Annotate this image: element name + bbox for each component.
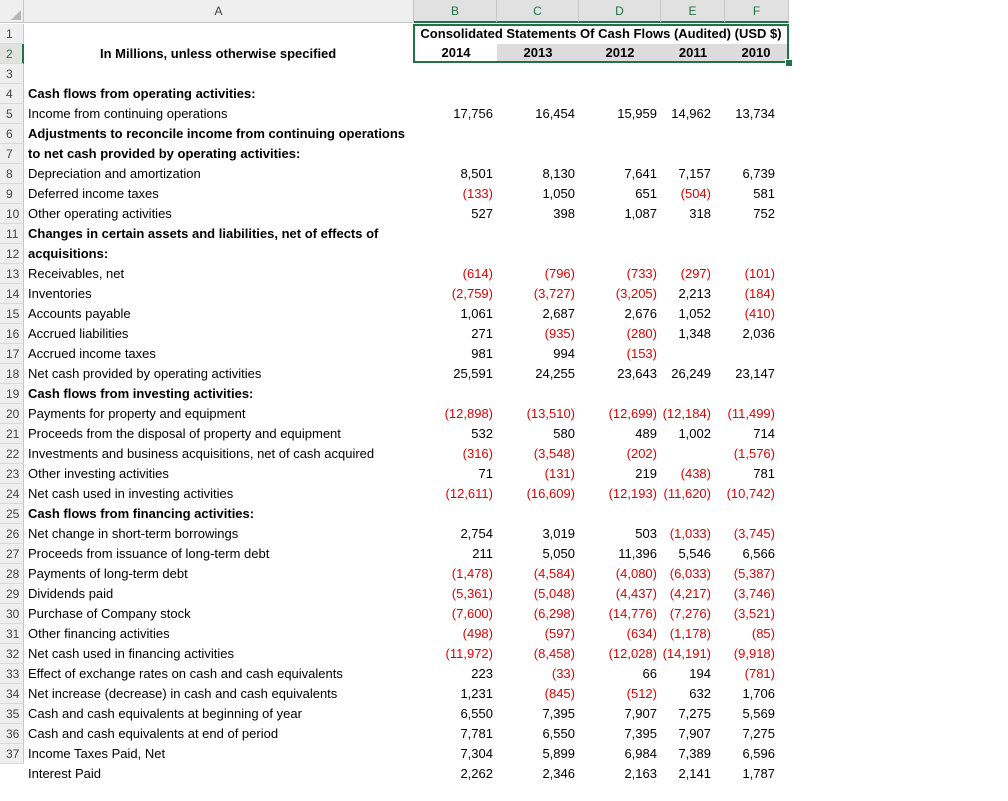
value-cell[interactable]: 23,147 [735, 366, 775, 381]
row-label[interactable]: Dividends paid [28, 586, 114, 601]
row-label[interactable]: acquisitions: [28, 246, 109, 261]
value-cell[interactable]: 1,002 [678, 426, 711, 441]
value-cell[interactable]: 6,984 [624, 746, 657, 761]
fill-handle[interactable] [785, 59, 793, 67]
value-cell[interactable]: 25,591 [453, 366, 493, 381]
value-cell[interactable]: (14,776) [608, 606, 657, 621]
value-cell[interactable]: 2,754 [460, 526, 493, 541]
value-cell[interactable]: 8,501 [460, 166, 493, 181]
value-cell[interactable]: (12,193) [608, 486, 657, 501]
value-cell[interactable]: 7,389 [678, 746, 711, 761]
value-cell[interactable]: 66 [642, 666, 657, 681]
row-label[interactable]: Adjustments to reconcile income from continuing operations [28, 126, 406, 141]
value-cell[interactable]: 6,566 [742, 546, 775, 561]
value-cell[interactable]: 71 [478, 466, 493, 481]
row-label[interactable]: Proceeds from the disposal of property and equipment [28, 426, 341, 441]
value-cell[interactable]: (614) [462, 266, 493, 281]
row-label[interactable]: Effect of exchange rates on cash and cash equivalents [28, 666, 343, 681]
value-cell[interactable]: (5,048) [533, 586, 575, 601]
value-cell[interactable]: (12,898) [444, 406, 493, 421]
value-cell[interactable]: 1,052 [678, 306, 711, 321]
value-cell[interactable]: 532 [471, 426, 493, 441]
value-cell[interactable]: (316) [462, 446, 493, 461]
value-cell[interactable]: 7,304 [460, 746, 493, 761]
value-cell[interactable]: (3,727) [533, 286, 575, 301]
row-label[interactable]: Changes in certain assets and liabilities, net of effects of [28, 226, 379, 241]
year-header[interactable]: 2013 [523, 45, 553, 60]
year-header[interactable]: 2010 [741, 45, 771, 60]
units-label[interactable]: In Millions, unless otherwise specified [100, 46, 337, 61]
value-cell[interactable]: 994 [553, 346, 575, 361]
value-cell[interactable]: 714 [753, 426, 775, 441]
row-header-31[interactable]: 31 [0, 624, 24, 644]
year-header[interactable]: 2011 [678, 45, 708, 60]
value-cell[interactable]: (2,759) [451, 286, 493, 301]
select-all-icon [11, 10, 21, 20]
value-cell[interactable]: 17,756 [453, 106, 493, 121]
row-label[interactable]: Payments of long-term debt [28, 566, 188, 581]
value-cell[interactable]: 1,087 [624, 206, 657, 221]
value-cell[interactable]: (410) [744, 306, 775, 321]
row-label[interactable]: to net cash provided by operating activities: [28, 146, 301, 161]
value-cell[interactable]: (4,080) [615, 566, 657, 581]
row-header-23[interactable]: 23 [0, 464, 24, 484]
value-cell[interactable]: 7,395 [542, 706, 575, 721]
column-header-d[interactable]: D [579, 0, 661, 23]
value-cell[interactable]: 580 [553, 426, 575, 441]
row-label[interactable]: Accounts payable [28, 306, 131, 321]
row-header-6[interactable]: 6 [0, 124, 24, 144]
row-header-34[interactable]: 34 [0, 684, 24, 704]
value-cell[interactable]: 194 [689, 666, 711, 681]
column-header-b[interactable]: B [414, 0, 497, 23]
value-cell[interactable]: (6,033) [669, 566, 711, 581]
row-label[interactable]: Proceeds from issuance of long-term debt [28, 546, 270, 561]
row-label[interactable]: Net increase (decrease) in cash and cash equivalents [28, 686, 338, 701]
value-cell[interactable]: (3,745) [733, 526, 775, 541]
value-cell[interactable]: 1,061 [460, 306, 493, 321]
value-cell[interactable]: 2,163 [624, 766, 657, 781]
value-cell[interactable]: 2,213 [678, 286, 711, 301]
value-cell[interactable]: (3,521) [733, 606, 775, 621]
value-cell[interactable]: (7,276) [669, 606, 711, 621]
row-header-26[interactable]: 26 [0, 524, 24, 544]
row-label[interactable]: Net change in short-term borrowings [28, 526, 239, 541]
value-cell[interactable]: 7,275 [678, 706, 711, 721]
row-label[interactable]: Income Taxes Paid, Net [28, 746, 166, 761]
row-header-10[interactable]: 10 [0, 204, 24, 224]
value-cell[interactable]: 632 [689, 686, 711, 701]
value-cell[interactable]: 16,454 [535, 106, 575, 121]
value-cell[interactable]: 7,395 [624, 726, 657, 741]
value-cell[interactable]: 271 [471, 326, 493, 341]
row-header-16[interactable]: 16 [0, 324, 24, 344]
value-cell[interactable]: (11,620) [663, 486, 711, 501]
row-label[interactable]: Income from continuing operations [28, 106, 228, 121]
value-cell[interactable]: (153) [626, 346, 657, 361]
value-cell[interactable]: (14,191) [662, 646, 711, 661]
value-cell[interactable]: (935) [544, 326, 575, 341]
value-cell[interactable]: 2,262 [460, 766, 493, 781]
row-label[interactable]: Net cash provided by operating activities [28, 366, 262, 381]
row-header-20[interactable]: 20 [0, 404, 24, 424]
selected-range[interactable] [413, 24, 789, 63]
value-cell[interactable]: (796) [544, 266, 575, 281]
row-header-25[interactable]: 25 [0, 504, 24, 524]
row-label[interactable]: Interest Paid [28, 766, 101, 781]
row-header-12[interactable]: 12 [0, 244, 24, 264]
value-cell[interactable]: 752 [753, 206, 775, 221]
row-label[interactable]: Other operating activities [28, 206, 172, 221]
column-header-a[interactable]: A [24, 0, 414, 23]
row-label[interactable]: Cash and cash equivalents at end of period [28, 726, 279, 741]
value-cell[interactable]: (12,699) [608, 406, 657, 421]
value-cell[interactable]: 2,687 [542, 306, 575, 321]
row-label[interactable]: Payments for property and equipment [28, 406, 246, 421]
value-cell[interactable]: (297) [680, 266, 711, 281]
row-label[interactable]: Cash flows from financing activities: [28, 506, 255, 521]
value-cell[interactable]: 13,734 [735, 106, 775, 121]
value-cell[interactable]: 1,706 [742, 686, 775, 701]
value-cell[interactable]: 219 [635, 466, 657, 481]
row-header-14[interactable]: 14 [0, 284, 24, 304]
value-cell[interactable]: (3,205) [615, 286, 657, 301]
value-cell[interactable]: 1,348 [678, 326, 711, 341]
row-header-37[interactable]: 37 [0, 744, 24, 764]
value-cell[interactable]: (280) [626, 326, 657, 341]
statement-title[interactable]: Consolidated Statements Of Cash Flows (Audited) (USD $) [420, 26, 782, 41]
row-label[interactable]: Net cash used in financing activities [28, 646, 234, 661]
value-cell[interactable]: (11,972) [445, 646, 493, 661]
value-cell[interactable]: (13,510) [526, 406, 575, 421]
row-header-2[interactable]: 2 [0, 44, 24, 64]
value-cell[interactable]: 7,157 [678, 166, 711, 181]
column-header-f[interactable]: F [725, 0, 789, 23]
row-header-30[interactable]: 30 [0, 604, 24, 624]
value-cell[interactable]: (1,576) [733, 446, 775, 461]
value-cell[interactable]: 24,255 [535, 366, 575, 381]
value-cell[interactable]: (597) [544, 626, 575, 641]
value-cell[interactable]: (1,178) [669, 626, 711, 641]
row-label[interactable]: Inventories [28, 286, 92, 301]
row-header-11[interactable]: 11 [0, 224, 24, 244]
value-cell[interactable]: 398 [553, 206, 575, 221]
year-header[interactable]: 2014 [441, 45, 471, 60]
value-cell[interactable]: (781) [744, 666, 775, 681]
value-cell[interactable]: (4,584) [533, 566, 575, 581]
row-label[interactable]: Deferred income taxes [28, 186, 159, 201]
value-cell[interactable]: 503 [635, 526, 657, 541]
value-cell[interactable]: (4,437) [615, 586, 657, 601]
row-header-9[interactable]: 9 [0, 184, 24, 204]
value-cell[interactable]: (3,548) [533, 446, 575, 461]
row-label[interactable]: Cash and cash equivalents at beginning of year [28, 706, 302, 721]
row-header-28[interactable]: 28 [0, 564, 24, 584]
row-label[interactable]: Purchase of Company stock [28, 606, 191, 621]
value-cell[interactable]: 15,959 [617, 106, 657, 121]
value-cell[interactable]: (12,028) [608, 646, 657, 661]
value-cell[interactable]: 6,550 [460, 706, 493, 721]
value-cell[interactable]: 7,907 [624, 706, 657, 721]
row-header-33[interactable]: 33 [0, 664, 24, 684]
value-cell[interactable]: 11,396 [618, 546, 657, 561]
row-header-27[interactable]: 27 [0, 544, 24, 564]
value-cell[interactable]: 2,676 [624, 306, 657, 321]
value-cell[interactable]: (85) [751, 626, 775, 641]
value-cell[interactable]: (101) [744, 266, 775, 281]
value-cell[interactable]: 5,899 [542, 746, 575, 761]
row-label[interactable]: Net cash used in investing activities [28, 486, 234, 501]
row-header-24[interactable]: 24 [0, 484, 24, 504]
value-cell[interactable]: (12,184) [662, 406, 711, 421]
value-cell[interactable]: 1,050 [542, 186, 575, 201]
value-cell[interactable]: 781 [753, 466, 775, 481]
row-header-1[interactable]: 1 [0, 24, 24, 44]
row-header-29[interactable]: 29 [0, 584, 24, 604]
value-cell[interactable]: (16,609) [526, 486, 575, 501]
row-header-22[interactable]: 22 [0, 444, 24, 464]
row-label[interactable]: Depreciation and amortization [28, 166, 201, 181]
value-cell[interactable]: 6,596 [742, 746, 775, 761]
row-label[interactable]: Accrued income taxes [28, 346, 156, 361]
value-cell[interactable]: 489 [635, 426, 657, 441]
row-label[interactable]: Accrued liabilities [28, 326, 129, 341]
value-cell[interactable]: (10,742) [726, 486, 775, 501]
value-cell[interactable]: 211 [472, 546, 493, 561]
value-cell[interactable]: 7,781 [460, 726, 493, 741]
value-cell[interactable]: 651 [635, 186, 657, 201]
value-cell[interactable]: (131) [544, 466, 575, 481]
row-header-13[interactable]: 13 [0, 264, 24, 284]
value-cell[interactable]: (33) [551, 666, 575, 681]
value-cell[interactable]: (9,918) [733, 646, 775, 661]
row-header-19[interactable]: 19 [0, 384, 24, 404]
value-cell[interactable]: (498) [462, 626, 493, 641]
row-label[interactable]: Other financing activities [28, 626, 170, 641]
value-cell[interactable]: (12,611) [445, 486, 493, 501]
value-cell[interactable]: 2,346 [542, 766, 575, 781]
value-cell[interactable]: 2,141 [678, 766, 711, 781]
value-cell[interactable]: (733) [626, 266, 657, 281]
value-cell[interactable]: (634) [626, 626, 657, 641]
row-header-4[interactable]: 4 [0, 84, 24, 104]
value-cell[interactable]: 14,962 [671, 106, 711, 121]
value-cell[interactable]: (184) [744, 286, 775, 301]
value-cell[interactable]: 26,249 [671, 366, 711, 381]
value-cell[interactable]: 7,275 [742, 726, 775, 741]
column-header-c[interactable]: C [497, 0, 579, 23]
row-label[interactable]: Cash flows from operating activities: [28, 86, 256, 101]
value-cell[interactable]: 7,907 [678, 726, 711, 741]
row-header-17[interactable]: 17 [0, 344, 24, 364]
row-header-8[interactable]: 8 [0, 164, 24, 184]
year-header[interactable]: 2012 [605, 45, 635, 60]
value-cell[interactable]: (845) [544, 686, 575, 701]
value-cell[interactable]: 5,050 [542, 546, 575, 561]
value-cell[interactable]: (512) [626, 686, 657, 701]
value-cell[interactable]: (8,458) [533, 646, 575, 661]
value-cell[interactable]: 7,641 [624, 166, 657, 181]
value-cell[interactable]: 6,550 [542, 726, 575, 741]
value-cell[interactable]: (1,478) [451, 566, 493, 581]
row-header-18[interactable]: 18 [0, 364, 24, 384]
value-cell[interactable]: (3,746) [733, 586, 775, 601]
row-header-21[interactable]: 21 [0, 424, 24, 444]
value-cell[interactable]: (504) [680, 186, 711, 201]
row-label[interactable]: Other investing activities [28, 466, 169, 481]
row-header-32[interactable]: 32 [0, 644, 24, 664]
row-header-7[interactable]: 7 [0, 144, 24, 164]
value-cell[interactable]: 3,019 [542, 526, 575, 541]
value-cell[interactable]: 318 [689, 206, 711, 221]
select-all-corner[interactable] [0, 0, 24, 23]
value-cell[interactable]: (202) [626, 446, 657, 461]
row-label[interactable]: Cash flows from investing activities: [28, 386, 254, 401]
column-header-e[interactable]: E [661, 0, 725, 23]
value-cell[interactable]: (133) [462, 186, 493, 201]
value-cell[interactable]: 1,231 [460, 686, 493, 701]
value-cell[interactable]: 581 [753, 186, 775, 201]
row-label[interactable]: Investments and business acquisitions, net of cash acquired [28, 446, 375, 461]
row-label[interactable]: Receivables, net [28, 266, 125, 281]
value-cell[interactable]: (4,217) [669, 586, 711, 601]
value-cell[interactable]: (5,361) [451, 586, 493, 601]
value-cell[interactable]: 5,569 [742, 706, 775, 721]
value-cell[interactable]: 2,036 [742, 326, 775, 341]
value-cell[interactable]: (11,499) [727, 406, 775, 421]
value-cell[interactable]: 5,546 [678, 546, 711, 561]
value-cell[interactable]: 23,643 [617, 366, 657, 381]
value-cell[interactable]: (7,600) [451, 606, 493, 621]
value-cell[interactable]: 6,739 [742, 166, 775, 181]
row-header-15[interactable]: 15 [0, 304, 24, 324]
row-header-35[interactable]: 35 [0, 704, 24, 724]
row-header-36[interactable]: 36 [0, 724, 24, 744]
value-cell[interactable]: (1,033) [669, 526, 711, 541]
value-cell[interactable]: 1,787 [742, 766, 775, 781]
value-cell[interactable]: (438) [680, 466, 711, 481]
row-header-5[interactable]: 5 [0, 104, 24, 124]
value-cell[interactable]: 8,130 [542, 166, 575, 181]
value-cell[interactable]: 527 [471, 206, 493, 221]
value-cell[interactable]: 981 [471, 346, 493, 361]
row-header-3[interactable]: 3 [0, 64, 24, 84]
value-cell[interactable]: 223 [471, 666, 493, 681]
value-cell[interactable]: (5,387) [733, 566, 775, 581]
value-cell[interactable]: (6,298) [533, 606, 575, 621]
